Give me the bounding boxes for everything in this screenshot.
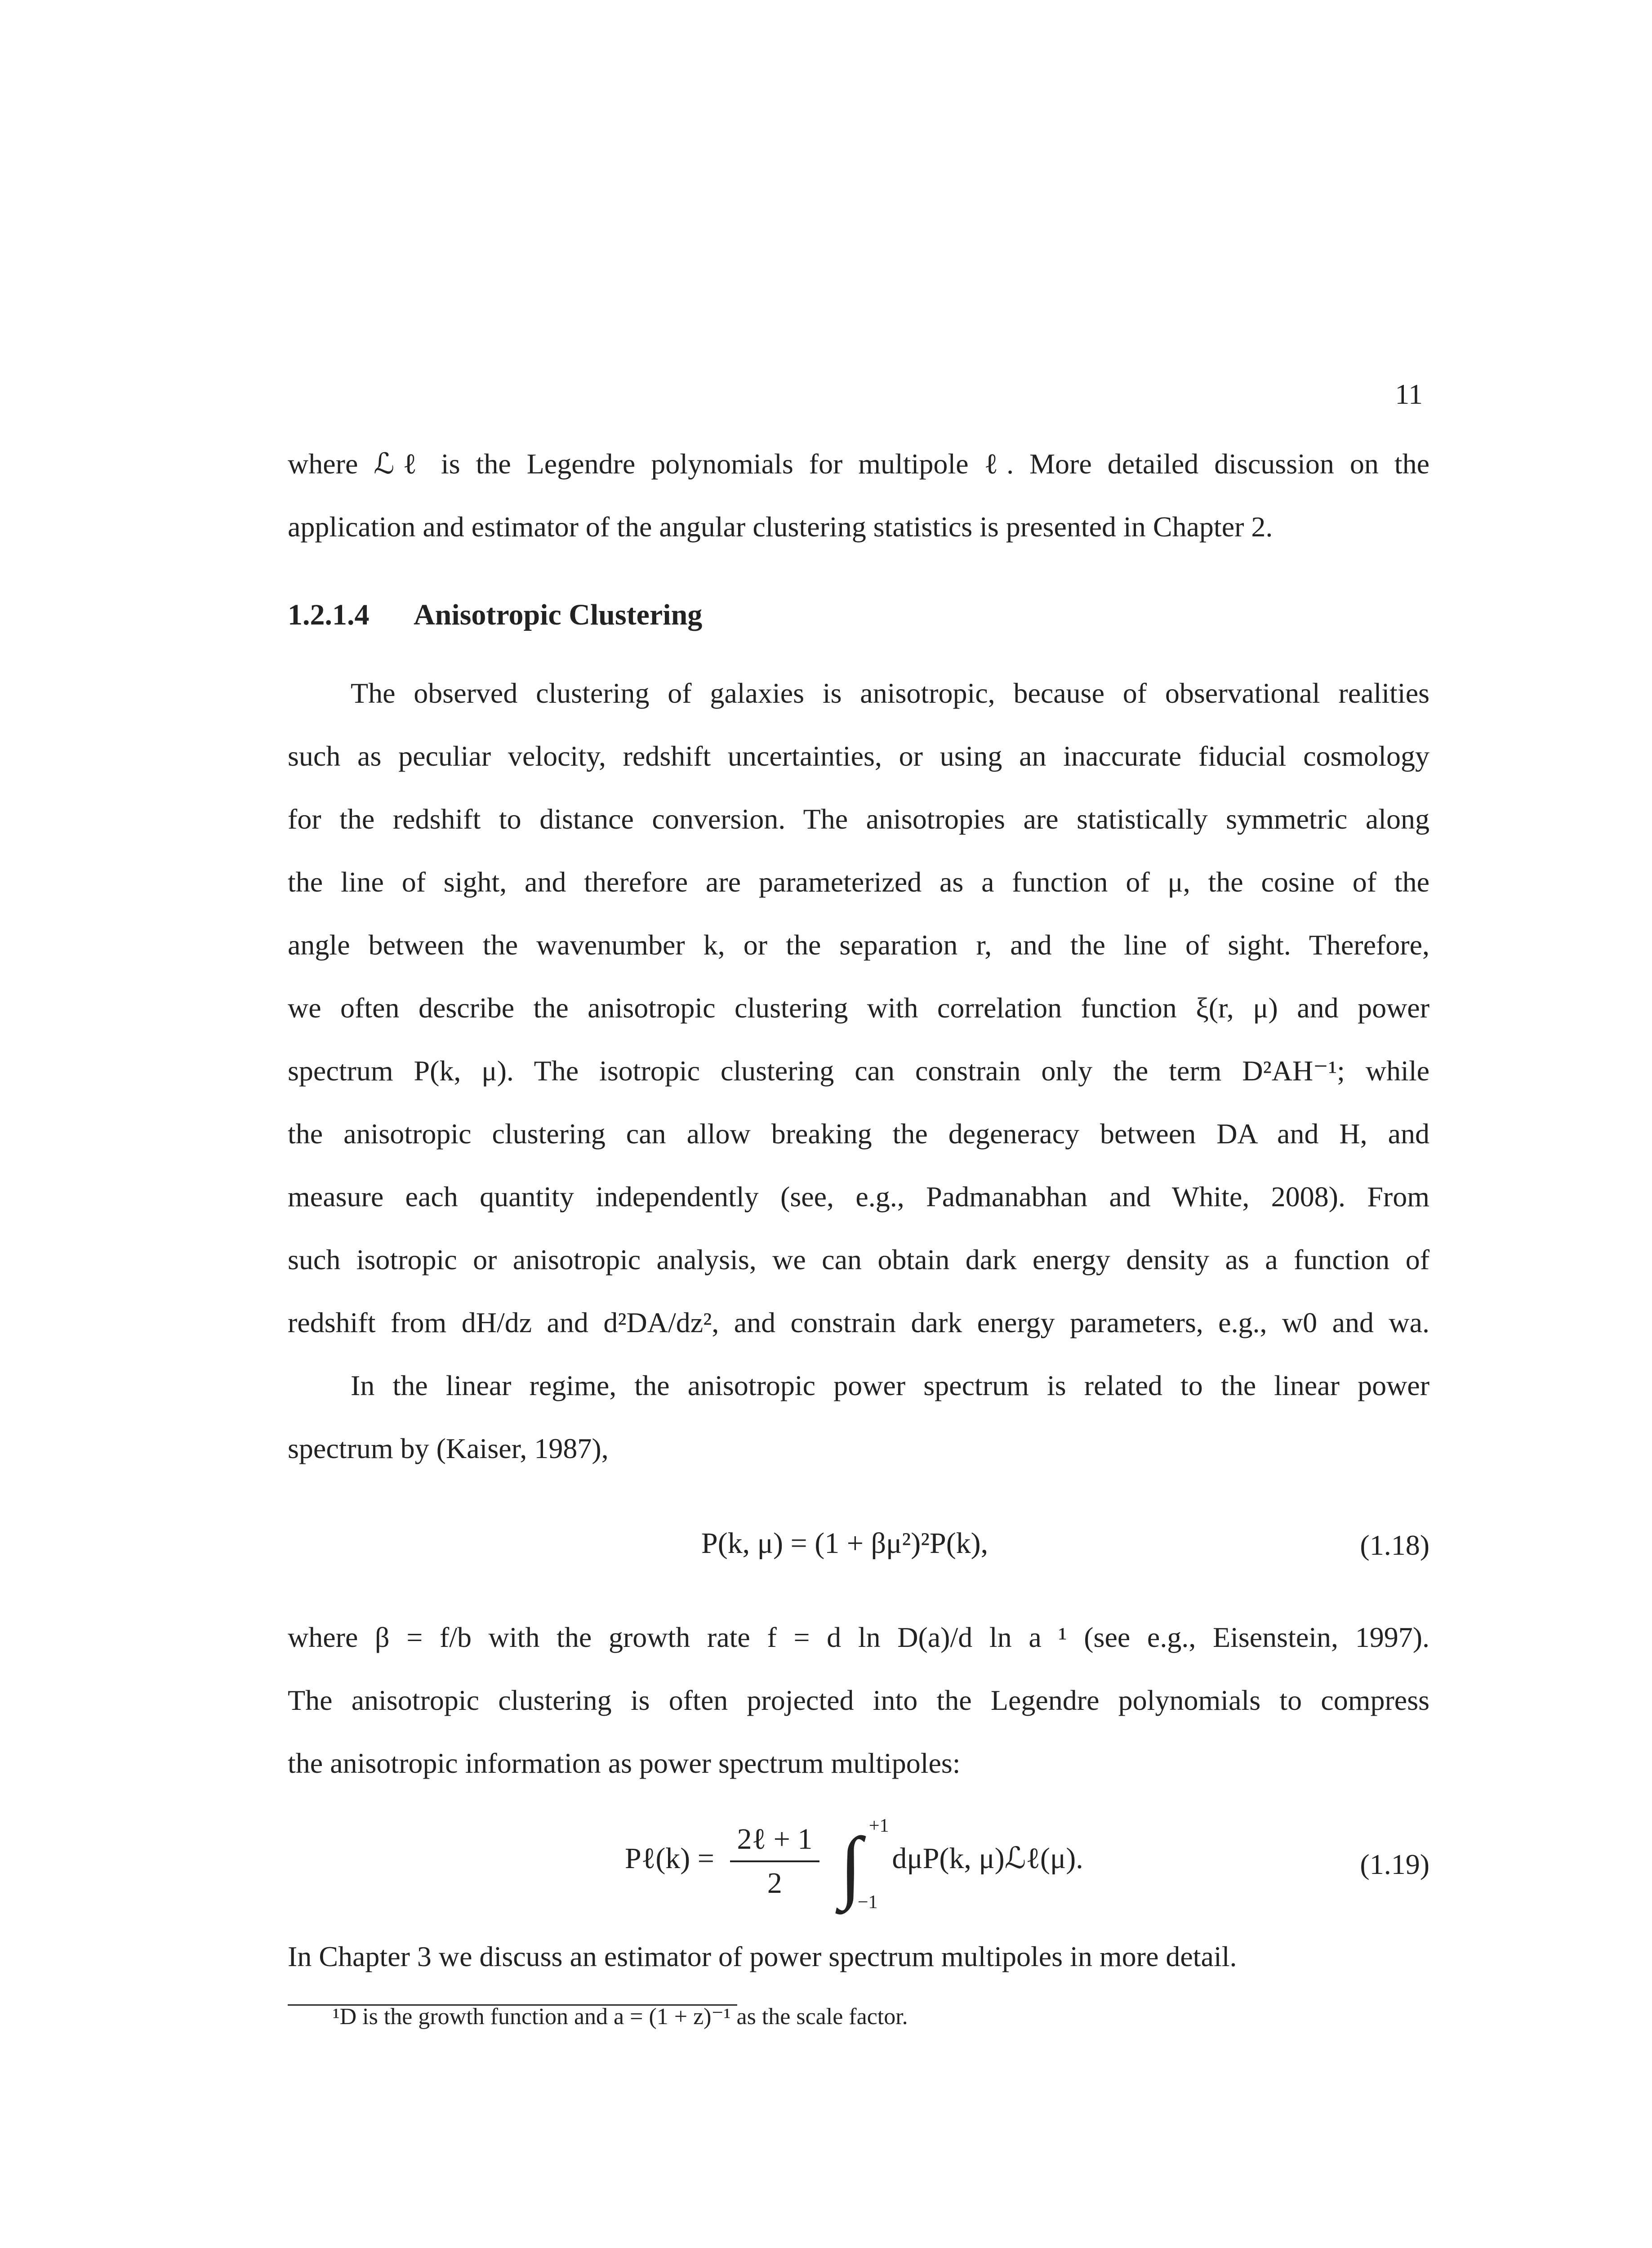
section-title: Anisotropic Clustering	[414, 598, 703, 631]
section-heading	[288, 598, 702, 632]
fraction-numerator: 2ℓ + 1	[730, 1824, 820, 1862]
equation-1-19-fraction	[730, 1824, 820, 1898]
paragraph1-line-5: angle between the wavenumber k, or the separation r, and the line of sight. Therefore,	[288, 929, 1429, 961]
integral-sign: ∫ +1 −1	[839, 1815, 889, 1913]
equation-1-19-lhs: Pℓ(k) =	[625, 1842, 714, 1875]
paragraph3-line-2: The anisotropic clustering is often projected into the Legendre polynomials to compress	[288, 1684, 1429, 1716]
equation-1-19-number: (1.19)	[1360, 1848, 1429, 1880]
paragraph1-line-7: spectrum P(k, μ). The isotropic clustering can constrain only the term D²AH⁻¹; while	[288, 1055, 1430, 1087]
paragraph3-line-3: the anisotropic information as power spectrum multipoles:	[288, 1747, 961, 1779]
paragraph1-line-8: the anisotropic clustering can allow breaking the degeneracy between DA and H, and	[288, 1118, 1429, 1150]
paragraph1-line-11: redshift from dH/dz and d²DA/dz², and constrain dark energy parameters, e.g., w0 and wa.	[288, 1307, 1429, 1338]
equation-1-18-number: (1.18)	[1360, 1529, 1429, 1561]
paragraph2-line-1: In the linear regime, the anisotropic power spectrum is related to the linear power	[351, 1369, 1429, 1401]
integral-lower-limit: −1	[857, 1892, 878, 1913]
paragraph1-line-1: The observed clustering of galaxies is anisotropic, because of observational realities	[351, 677, 1429, 709]
equation-1-19-rhs: dμP(k, μ)ℒℓ(μ).	[892, 1842, 1083, 1875]
fraction-denominator: 2	[767, 1867, 782, 1900]
intro-line-1: where ℒℓ is the Legendre polynomials for multipole ℓ. More detailed discussion on the	[288, 448, 1429, 480]
paragraph1-line-2: such as peculiar velocity, redshift uncertainties, or using an inaccurate fiducial cosmology	[288, 740, 1429, 772]
paragraph1-line-4: the line of sight, and therefore are parameterized as a function of μ, the cosine of the	[288, 866, 1429, 898]
paragraph1-line-9: measure each quantity independently (see, e.g., Padmanabhan and White, 2008). From	[288, 1181, 1429, 1213]
page-number: 11	[1395, 378, 1423, 410]
footnote: ¹D is the growth function and a = (1 + z)⁻¹ as the scale factor.	[333, 2004, 908, 2029]
paragraph1-line-6: we often describe the anisotropic clustering with correlation function ξ(r, μ) and power	[288, 992, 1430, 1024]
paragraph1-line-3: for the redshift to distance conversion. The anisotropies are statistically symmetric along	[288, 803, 1429, 835]
paragraph2-line-2: spectrum by (Kaiser, 1987),	[288, 1432, 609, 1464]
integral-upper-limit: +1	[868, 1815, 889, 1836]
paragraph1-line-10: such isotropic or anisotropic analysis, we can obtain dark energy density as a function of	[288, 1244, 1429, 1276]
paragraph3-line-1: where β = f/b with the growth rate f = d ln D(a)/d ln a ¹ (see e.g., Eisenstein, 1997).	[288, 1621, 1429, 1653]
section-number: 1.2.1.4	[288, 598, 370, 631]
equation-1-19	[625, 1815, 1083, 1913]
equation-1-18: P(k, μ) = (1 + βμ²)²P(k),	[701, 1527, 989, 1560]
closing-line: In Chapter 3 we discuss an estimator of power spectrum multipoles in more detail.	[288, 1940, 1237, 1972]
intro-line-2: application and estimator of the angular clustering statistics is presented in Chapter 2.	[288, 511, 1273, 543]
